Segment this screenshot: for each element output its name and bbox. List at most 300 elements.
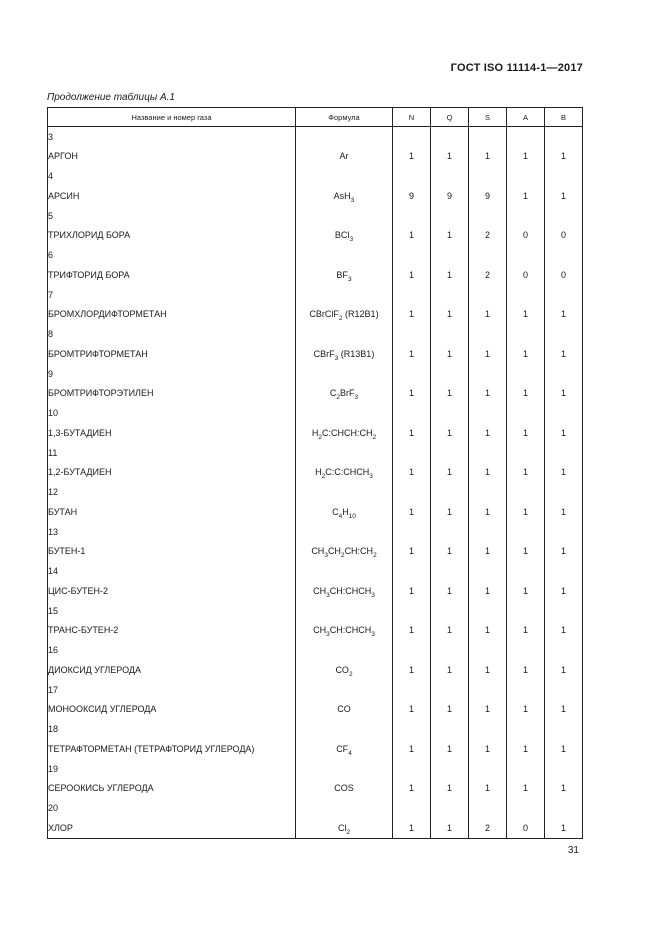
gas-name: ТРАНС-БУТЕН-2 — [48, 620, 296, 641]
empty-cell — [296, 127, 393, 147]
gas-number-row — [48, 720, 583, 739]
value-s: 1 — [469, 502, 507, 523]
empty-cell — [431, 562, 469, 581]
gas-number-row — [48, 325, 583, 344]
formula-subscript: 4 — [348, 749, 352, 757]
empty-cell — [393, 167, 431, 186]
formula-subscript: 3 — [369, 473, 373, 481]
page-number: 31 — [567, 845, 579, 856]
gas-formula — [296, 304, 393, 325]
table-row — [48, 344, 583, 365]
gas-name: 1,3-БУТАДИЕН — [48, 423, 296, 444]
empty-cell — [469, 562, 507, 581]
value-a: 1 — [507, 423, 545, 444]
value-n: 1 — [393, 225, 431, 246]
empty-cell — [507, 601, 545, 620]
empty-cell — [545, 325, 583, 344]
empty-cell — [469, 799, 507, 818]
value-s: 1 — [469, 699, 507, 720]
value-n: 1 — [393, 699, 431, 720]
empty-cell — [507, 720, 545, 739]
table-row — [48, 186, 583, 207]
formula-text: CH:CHCH — [329, 585, 372, 596]
empty-cell — [507, 246, 545, 265]
gas-name: ТРИХЛОРИД БОРА — [48, 225, 296, 246]
gas-name: АРГОН — [48, 146, 296, 167]
formula-subscript: 2 — [346, 828, 351, 836]
formula-text: CH — [313, 625, 327, 636]
empty-cell — [469, 246, 507, 265]
value-b: 1 — [545, 581, 583, 602]
empty-cell — [545, 483, 583, 502]
value-b: 1 — [545, 660, 583, 681]
value-b: 0 — [545, 265, 583, 286]
value-q: 1 — [431, 699, 469, 720]
empty-cell — [393, 325, 431, 344]
gas-number-row — [48, 285, 583, 304]
gas-name: АРСИН — [48, 186, 296, 207]
value-a: 1 — [507, 344, 545, 365]
formula-subscript: 3 — [349, 236, 354, 244]
gas-number: 8 — [48, 325, 296, 344]
empty-cell — [507, 404, 545, 423]
gas-formula — [296, 660, 393, 681]
column-header-n: N — [393, 108, 431, 127]
value-n: 1 — [393, 304, 431, 325]
empty-cell — [507, 167, 545, 186]
value-a: 1 — [507, 581, 545, 602]
formula-text: CO — [335, 664, 349, 675]
value-s: 1 — [469, 423, 507, 444]
value-s: 2 — [469, 818, 507, 839]
gas-name: ДИОКСИД УГЛЕРОДА — [48, 660, 296, 681]
value-b: 1 — [545, 383, 583, 404]
formula-subscript: 3 — [326, 631, 330, 639]
value-n: 9 — [393, 186, 431, 207]
value-q: 1 — [431, 146, 469, 167]
value-s: 1 — [469, 739, 507, 760]
empty-cell — [393, 127, 431, 147]
empty-cell — [545, 759, 583, 778]
empty-cell — [469, 483, 507, 502]
gas-formula — [296, 620, 393, 641]
empty-cell — [393, 404, 431, 423]
gas-name: ТЕТРАФТОРМЕТАН (ТЕТРАФТОРИД УГЛЕРОДА) — [48, 739, 296, 760]
gas-number-row — [48, 364, 583, 383]
column-header-name: Название и номер газа — [48, 108, 296, 127]
value-s: 1 — [469, 304, 507, 325]
empty-cell — [431, 364, 469, 383]
gas-formula — [296, 423, 393, 444]
value-b: 1 — [545, 778, 583, 799]
gas-number: 9 — [48, 364, 296, 383]
empty-cell — [507, 285, 545, 304]
empty-cell — [545, 167, 583, 186]
value-s: 2 — [469, 265, 507, 286]
empty-cell — [507, 562, 545, 581]
value-n: 1 — [393, 660, 431, 681]
empty-cell — [393, 483, 431, 502]
value-a: 0 — [507, 225, 545, 246]
empty-cell — [545, 127, 583, 147]
column-header-q: Q — [431, 108, 469, 127]
value-s: 1 — [469, 541, 507, 562]
gas-number: 20 — [48, 799, 296, 818]
formula-text: BrF — [340, 388, 355, 399]
gas-formula — [296, 739, 393, 760]
table-row — [48, 462, 583, 483]
empty-cell — [393, 246, 431, 265]
formula-subscript: 4 — [338, 512, 343, 520]
formula-text: CH — [327, 546, 341, 557]
formula-subscript: 2 — [372, 433, 377, 441]
empty-cell — [431, 404, 469, 423]
empty-cell — [545, 562, 583, 581]
gas-formula — [296, 502, 393, 523]
gas-number: 4 — [48, 167, 296, 186]
empty-cell — [431, 443, 469, 462]
value-q: 1 — [431, 620, 469, 641]
gas-number: 12 — [48, 483, 296, 502]
gas-formula — [296, 146, 393, 167]
gas-number: 19 — [48, 759, 296, 778]
empty-cell — [296, 562, 393, 581]
value-a: 1 — [507, 699, 545, 720]
value-n: 1 — [393, 739, 431, 760]
empty-cell — [469, 443, 507, 462]
empty-cell — [431, 522, 469, 541]
gas-formula — [296, 541, 393, 562]
value-s: 1 — [469, 581, 507, 602]
gas-number-row — [48, 127, 583, 147]
table-body — [48, 127, 583, 839]
gas-number: 14 — [48, 562, 296, 581]
value-b: 1 — [545, 818, 583, 839]
gas-formula — [296, 581, 393, 602]
gas-number-row — [48, 601, 583, 620]
empty-cell — [545, 285, 583, 304]
empty-cell — [507, 206, 545, 225]
empty-cell — [296, 167, 393, 186]
formula-subscript: 2 — [340, 552, 345, 560]
table-row — [48, 778, 583, 799]
column-header-a: A — [507, 108, 545, 127]
gas-name: БРОМТРИФТОРМЕТАН — [48, 344, 296, 365]
value-a: 0 — [507, 265, 545, 286]
gas-number-row — [48, 167, 583, 186]
gas-number-row — [48, 641, 583, 660]
gas-number-row — [48, 246, 583, 265]
value-q: 9 — [431, 186, 469, 207]
table-row — [48, 502, 583, 523]
formula-text: BCl — [334, 230, 350, 241]
value-q: 1 — [431, 265, 469, 286]
gas-formula — [296, 383, 393, 404]
table-row — [48, 146, 583, 167]
empty-cell — [469, 680, 507, 699]
formula-text: CF — [336, 743, 349, 754]
gas-formula — [296, 462, 393, 483]
empty-cell — [545, 641, 583, 660]
value-b: 1 — [545, 620, 583, 641]
formula-subscript: 3 — [371, 591, 375, 599]
gas-name: БУТАН — [48, 502, 296, 523]
table-row — [48, 265, 583, 286]
gas-number: 17 — [48, 680, 296, 699]
empty-cell — [469, 206, 507, 225]
value-a: 1 — [507, 660, 545, 681]
empty-cell — [545, 799, 583, 818]
value-b: 1 — [545, 699, 583, 720]
gas-name: СЕРООКИСЬ УГЛЕРОДА — [48, 778, 296, 799]
value-n: 1 — [393, 541, 431, 562]
value-q: 1 — [431, 581, 469, 602]
value-b: 1 — [545, 462, 583, 483]
empty-cell — [545, 522, 583, 541]
empty-cell — [507, 483, 545, 502]
value-q: 1 — [431, 344, 469, 365]
value-a: 0 — [507, 818, 545, 839]
gas-number-row — [48, 206, 583, 225]
gas-formula — [296, 699, 393, 720]
gas-number-row — [48, 680, 583, 699]
formula-text: CH:CHCH — [329, 625, 372, 636]
empty-cell — [469, 127, 507, 147]
empty-cell — [393, 285, 431, 304]
value-s: 1 — [469, 146, 507, 167]
table-row — [48, 660, 583, 681]
empty-cell — [431, 641, 469, 660]
value-n: 1 — [393, 344, 431, 365]
value-n: 1 — [393, 778, 431, 799]
gas-number-row — [48, 483, 583, 502]
empty-cell — [469, 720, 507, 739]
value-b: 1 — [545, 502, 583, 523]
formula-text: (R13B1) — [338, 348, 375, 359]
empty-cell — [545, 443, 583, 462]
value-q: 1 — [431, 778, 469, 799]
gas-number: 13 — [48, 522, 296, 541]
table-row — [48, 739, 583, 760]
gas-number: 11 — [48, 443, 296, 462]
empty-cell — [469, 167, 507, 186]
empty-cell — [507, 127, 545, 147]
empty-cell — [296, 680, 393, 699]
formula-subscript: 3 — [347, 275, 352, 283]
column-header-s: S — [469, 108, 507, 127]
empty-cell — [296, 364, 393, 383]
table-row — [48, 541, 583, 562]
empty-cell — [469, 285, 507, 304]
empty-cell — [393, 206, 431, 225]
empty-cell — [296, 325, 393, 344]
empty-cell — [469, 325, 507, 344]
value-a: 1 — [507, 304, 545, 325]
gas-number-row — [48, 759, 583, 778]
value-q: 1 — [431, 660, 469, 681]
value-a: 1 — [507, 462, 545, 483]
empty-cell — [296, 799, 393, 818]
formula-subscript: 2 — [338, 315, 343, 323]
value-a: 1 — [507, 146, 545, 167]
gas-number-row — [48, 443, 583, 462]
table-row — [48, 581, 583, 602]
value-q: 1 — [431, 423, 469, 444]
table-row — [48, 699, 583, 720]
value-b: 1 — [545, 304, 583, 325]
gas-number-row — [48, 562, 583, 581]
empty-cell — [507, 325, 545, 344]
value-b: 1 — [545, 146, 583, 167]
formula-subscript: 3 — [371, 631, 375, 639]
table-row — [48, 818, 583, 839]
gas-number: 10 — [48, 404, 296, 423]
value-n: 1 — [393, 818, 431, 839]
empty-cell — [469, 522, 507, 541]
gas-formula — [296, 818, 393, 839]
formula-text: H — [342, 506, 349, 517]
empty-cell — [296, 759, 393, 778]
gas-number: 3 — [48, 127, 296, 147]
formula-subscript: 3 — [354, 394, 359, 402]
empty-cell — [393, 601, 431, 620]
empty-cell — [296, 522, 393, 541]
formula-subscript: 2 — [321, 473, 326, 481]
value-a: 1 — [507, 383, 545, 404]
empty-cell — [545, 404, 583, 423]
empty-cell — [431, 285, 469, 304]
gas-name: ХЛОР — [48, 818, 296, 839]
empty-cell — [507, 759, 545, 778]
empty-cell — [431, 325, 469, 344]
value-n: 1 — [393, 502, 431, 523]
formula-text: C — [332, 506, 339, 517]
formula-subscript: 3 — [324, 552, 328, 560]
empty-cell — [507, 522, 545, 541]
empty-cell — [393, 759, 431, 778]
formula-text: CBrF — [313, 348, 335, 359]
empty-cell — [507, 364, 545, 383]
gas-number: 7 — [48, 285, 296, 304]
empty-cell — [469, 404, 507, 423]
empty-cell — [431, 799, 469, 818]
table-header-row — [48, 108, 583, 127]
empty-cell — [393, 641, 431, 660]
empty-cell — [545, 680, 583, 699]
value-s: 9 — [469, 186, 507, 207]
empty-cell — [431, 127, 469, 147]
gas-name: МОНООКСИД УГЛЕРОДА — [48, 699, 296, 720]
formula-text: CH:CH — [344, 546, 374, 557]
value-n: 1 — [393, 581, 431, 602]
empty-cell — [393, 364, 431, 383]
value-b: 1 — [545, 344, 583, 365]
value-b: 1 — [545, 541, 583, 562]
formula-text: AsH — [333, 190, 351, 201]
value-q: 1 — [431, 462, 469, 483]
empty-cell — [393, 443, 431, 462]
formula-text: C — [329, 388, 337, 399]
table-row — [48, 225, 583, 246]
formula-text: (R12B1) — [342, 309, 379, 320]
empty-cell — [545, 601, 583, 620]
empty-cell — [393, 680, 431, 699]
empty-cell — [545, 206, 583, 225]
empty-cell — [469, 759, 507, 778]
empty-cell — [296, 285, 393, 304]
formula-subscript: 10 — [348, 512, 356, 520]
gas-number-row — [48, 404, 583, 423]
gas-formula — [296, 265, 393, 286]
empty-cell — [296, 443, 393, 462]
empty-cell — [431, 601, 469, 620]
formula-text: Cl — [337, 822, 347, 833]
value-a: 1 — [507, 778, 545, 799]
empty-cell — [393, 720, 431, 739]
value-s: 1 — [469, 778, 507, 799]
formula-text: C:C:CHCH — [325, 467, 370, 478]
value-a: 1 — [507, 620, 545, 641]
empty-cell — [507, 443, 545, 462]
gas-formula — [296, 225, 393, 246]
gas-number: 18 — [48, 720, 296, 739]
table-row — [48, 304, 583, 325]
empty-cell — [296, 404, 393, 423]
empty-cell — [393, 522, 431, 541]
gas-number: 6 — [48, 246, 296, 265]
empty-cell — [431, 167, 469, 186]
empty-cell — [469, 601, 507, 620]
value-s: 1 — [469, 383, 507, 404]
empty-cell — [296, 641, 393, 660]
column-header-b: B — [545, 108, 583, 127]
gas-number: 16 — [48, 641, 296, 660]
gas-formula — [296, 344, 393, 365]
gas-number: 15 — [48, 601, 296, 620]
value-s: 1 — [469, 620, 507, 641]
gas-name: ТРИФТОРИД БОРА — [48, 265, 296, 286]
value-s: 1 — [469, 462, 507, 483]
value-b: 1 — [545, 186, 583, 207]
empty-cell — [507, 641, 545, 660]
empty-cell — [393, 562, 431, 581]
empty-cell — [431, 483, 469, 502]
gas-name: БРОМХЛОРДИФТОРМЕТАН — [48, 304, 296, 325]
formula-subscript: 3 — [334, 354, 339, 362]
gas-number-row — [48, 522, 583, 541]
empty-cell — [296, 720, 393, 739]
empty-cell — [469, 641, 507, 660]
empty-cell — [296, 483, 393, 502]
formula-text: C:CHCH:CH — [322, 427, 373, 438]
value-a: 1 — [507, 186, 545, 207]
value-q: 1 — [431, 541, 469, 562]
value-a: 1 — [507, 502, 545, 523]
value-s: 1 — [469, 344, 507, 365]
value-s: 1 — [469, 660, 507, 681]
column-header-formula: Формула — [296, 108, 393, 127]
table-row — [48, 423, 583, 444]
value-n: 1 — [393, 423, 431, 444]
formula-text: Ar — [339, 151, 349, 162]
formula-text: COS — [334, 783, 354, 794]
formula-text: H — [311, 427, 319, 438]
value-n: 1 — [393, 146, 431, 167]
value-q: 1 — [431, 304, 469, 325]
empty-cell — [507, 680, 545, 699]
value-q: 1 — [431, 739, 469, 760]
empty-cell — [545, 720, 583, 739]
